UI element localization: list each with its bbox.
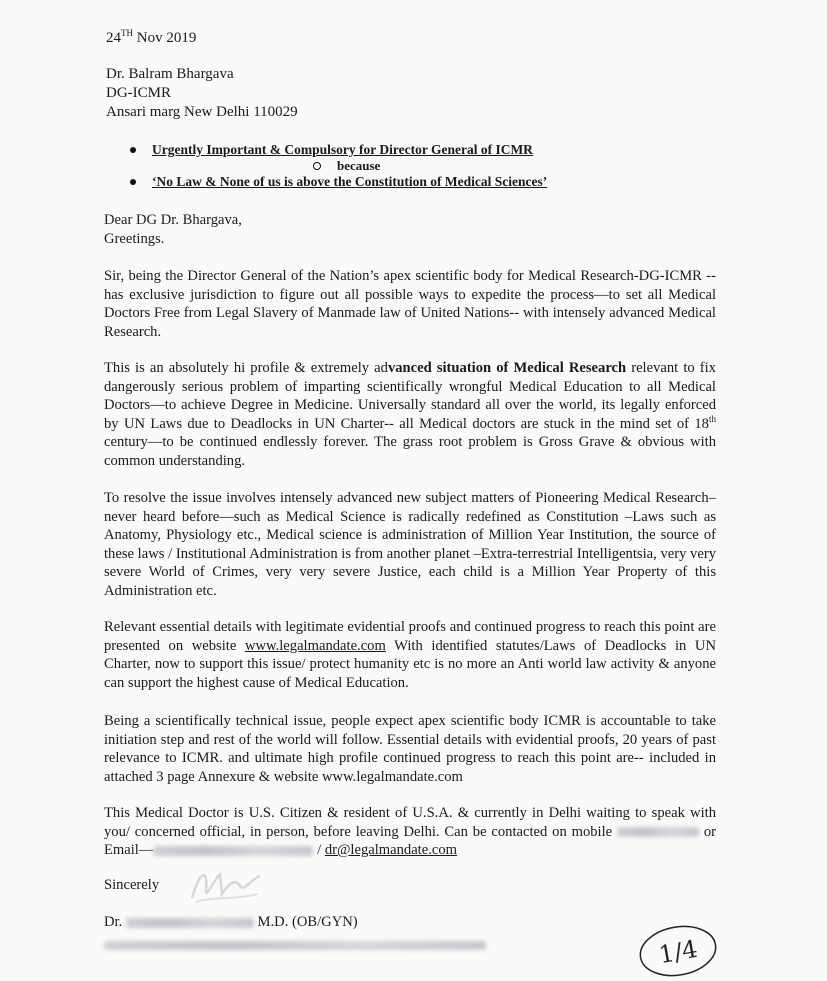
bullet-item: ‘No Law & None of us is above the Constitution of Medical Sciences’ bbox=[130, 173, 547, 190]
paragraph-3: To resolve the issue involves intensely advanced new subject matters of Pioneering Medical Research–never heard before—such as Medical Science is radically redefined as Constitution –Laws such as Anatomy, Physiology etc., Medical science is administration of Million Year Institution, the source of these laws / Institutional Administration is from another planet –Extra-terrestrial Intelligentsia, very very severe World of Crimes, very very severe Justice, each child is a Million Year Property of this Administration etc. bbox=[104, 490, 716, 599]
page-mark-text: 1/4 bbox=[656, 934, 700, 970]
date-suffix: TH bbox=[121, 28, 133, 38]
subject-bullets bbox=[130, 141, 547, 190]
recipient-address bbox=[106, 65, 298, 122]
greeting: Dear DG Dr. Bhargava, Greetings. bbox=[104, 212, 242, 247]
letter-date: 24TH Nov 2019 bbox=[106, 28, 197, 46]
paragraph-5: Being a scientifically technical issue, people expect apex scientific body ICMR is accountable to take initiation step and rest of the world will follow. Essential details with evidential proofs, 20 years of past relevance to ICMR. and ultimate high profile continued progress to reach this point are-- included in attached 3 page Annexure & website www.legalmandate.com bbox=[104, 713, 716, 785]
recipient-name: Dr. Balram Bhargava bbox=[106, 66, 234, 82]
recipient-title: DG-ICMR bbox=[106, 85, 172, 101]
bold-phrase: vanced situation of Medical Research bbox=[387, 360, 627, 376]
bullet-item: Urgently Important & Compulsory for Director General of ICMR bbox=[130, 141, 547, 158]
circle-bullet-icon bbox=[313, 162, 321, 170]
sub-bullet-item: because bbox=[130, 158, 547, 173]
closing-sincerely: Sincerely bbox=[104, 877, 160, 893]
redacted-address-bar bbox=[104, 941, 486, 950]
redacted-name bbox=[126, 918, 254, 928]
paragraph-4: Relevant essential details with legitimate evidential proofs and continued progress to reach this point are presented on website www.legalmandate.com With identified statutes/Laws of Deadlocks in UN Charter, now to support this issue/ protect humanity etc is no more an Anti world law activity & anyone can support the highest cause of Medical Education. bbox=[104, 619, 716, 691]
redacted-address bbox=[104, 936, 486, 954]
bullet-dot-icon bbox=[130, 147, 136, 153]
recipient-street: Ansari marg New Delhi 110029 bbox=[106, 104, 298, 120]
paragraph-2: This is an absolutely hi profile & extremely advanced situation of Medical Research relevant to fix dangerously serious problem of imparting scientifically wrongful Medical Education to all Medical Doctors—to achieve Degree in Medicine. Universally standard all over the world, its legally enforced by UN Laws due to Deadlocks in UN Charter-- all Medical doctors are stuck in the mind set of 18th century—to be continued endlessly forever. The grass root problem is Gross Grave & obvious with common understanding. bbox=[104, 360, 716, 469]
paragraph-1: Sir, being the Director General of the Nation’s apex scientific body for Medical Research-DG-ICMR --has exclusive jurisdiction to figure out all possible ways to expedite the process—to set all Medical Doctors Free from Legal Slavery of Manmade law of United Nations-- with intensely advanced Medical Research. bbox=[104, 268, 716, 340]
email-link[interactable]: dr@legalmandate.com bbox=[324, 842, 457, 858]
signature-icon bbox=[186, 860, 266, 908]
redacted-phone bbox=[617, 827, 699, 837]
page-number-mark bbox=[635, 922, 721, 978]
bullet-dot-icon bbox=[130, 179, 136, 185]
redacted-email bbox=[153, 846, 313, 856]
signature-line: Dr. M.D. (OB/GYN) bbox=[104, 914, 358, 930]
website-link[interactable]: www.legalmandate.com bbox=[244, 637, 386, 654]
paragraph-6: This Medical Doctor is U.S. Citizen & resident of U.S.A. & currently in Delhi waiting to speak with you/ concerned official, in person, before leaving Delhi. Can be contacted on mobile or Email— / dr@legalmandate.com bbox=[104, 805, 716, 858]
